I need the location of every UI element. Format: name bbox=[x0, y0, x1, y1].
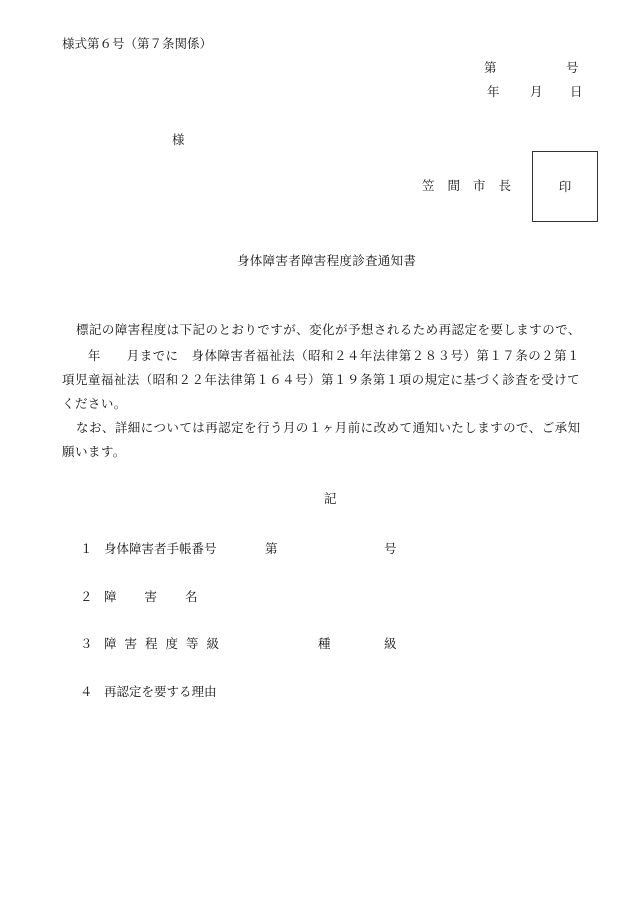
body-line-6: 願います。 bbox=[62, 444, 126, 459]
body-line-4: ください。 bbox=[62, 396, 127, 411]
item-1-field-suffix: 号 bbox=[384, 541, 397, 556]
item-3-field-suffix: 級 bbox=[384, 636, 397, 651]
seal-box bbox=[532, 151, 598, 222]
body-line-2: 年 月までに 身体障害者福祉法（昭和２４年法律第２８３号）第１７条の２第１ bbox=[62, 348, 581, 363]
item-1-label: 身体障害者手帳番号 bbox=[104, 541, 217, 556]
sender-name: 笠間市長 bbox=[422, 178, 525, 193]
document-number-prefix: 第 bbox=[484, 60, 497, 75]
item-4-label: 再認定を要する理由 bbox=[104, 684, 217, 699]
date-month-label: 月 bbox=[530, 84, 543, 99]
item-3-label: 障害程度等級 bbox=[104, 636, 228, 651]
form-number: 様式第６号（第７条関係） bbox=[62, 36, 213, 51]
document-number-suffix: 号 bbox=[566, 60, 579, 75]
date-year-label: 年 bbox=[487, 84, 500, 99]
item-1-field-prefix: 第 bbox=[265, 541, 278, 556]
item-2-number: ２ bbox=[80, 589, 93, 604]
body-line-3: 項児童福祉法（昭和２２年法律第１６４号）第１９条第１項の規定に基づく診査を受けて bbox=[62, 372, 581, 387]
body-line-5: なお、詳細については再認定を行う月の１ヶ月前に改めて通知いたしますので、ご承知 bbox=[76, 420, 581, 435]
item-4-number: ４ bbox=[80, 684, 93, 699]
date-day-label: 日 bbox=[570, 84, 583, 99]
item-1-number: １ bbox=[80, 541, 93, 556]
seal-label: 印 bbox=[558, 179, 572, 194]
item-2-label: 障害名 bbox=[104, 589, 226, 604]
item-3-number: ３ bbox=[80, 636, 93, 651]
body-line-1: 標記の障害程度は下記のとおりですが、変化が予想されるため再認定を要しますので、 bbox=[76, 322, 581, 337]
record-heading: 記 bbox=[324, 491, 337, 506]
addressee-honorific: 様 bbox=[172, 132, 185, 147]
document-title: 身体障害者障害程度診査通知書 bbox=[237, 253, 417, 268]
item-3-field-prefix: 種 bbox=[318, 636, 331, 651]
